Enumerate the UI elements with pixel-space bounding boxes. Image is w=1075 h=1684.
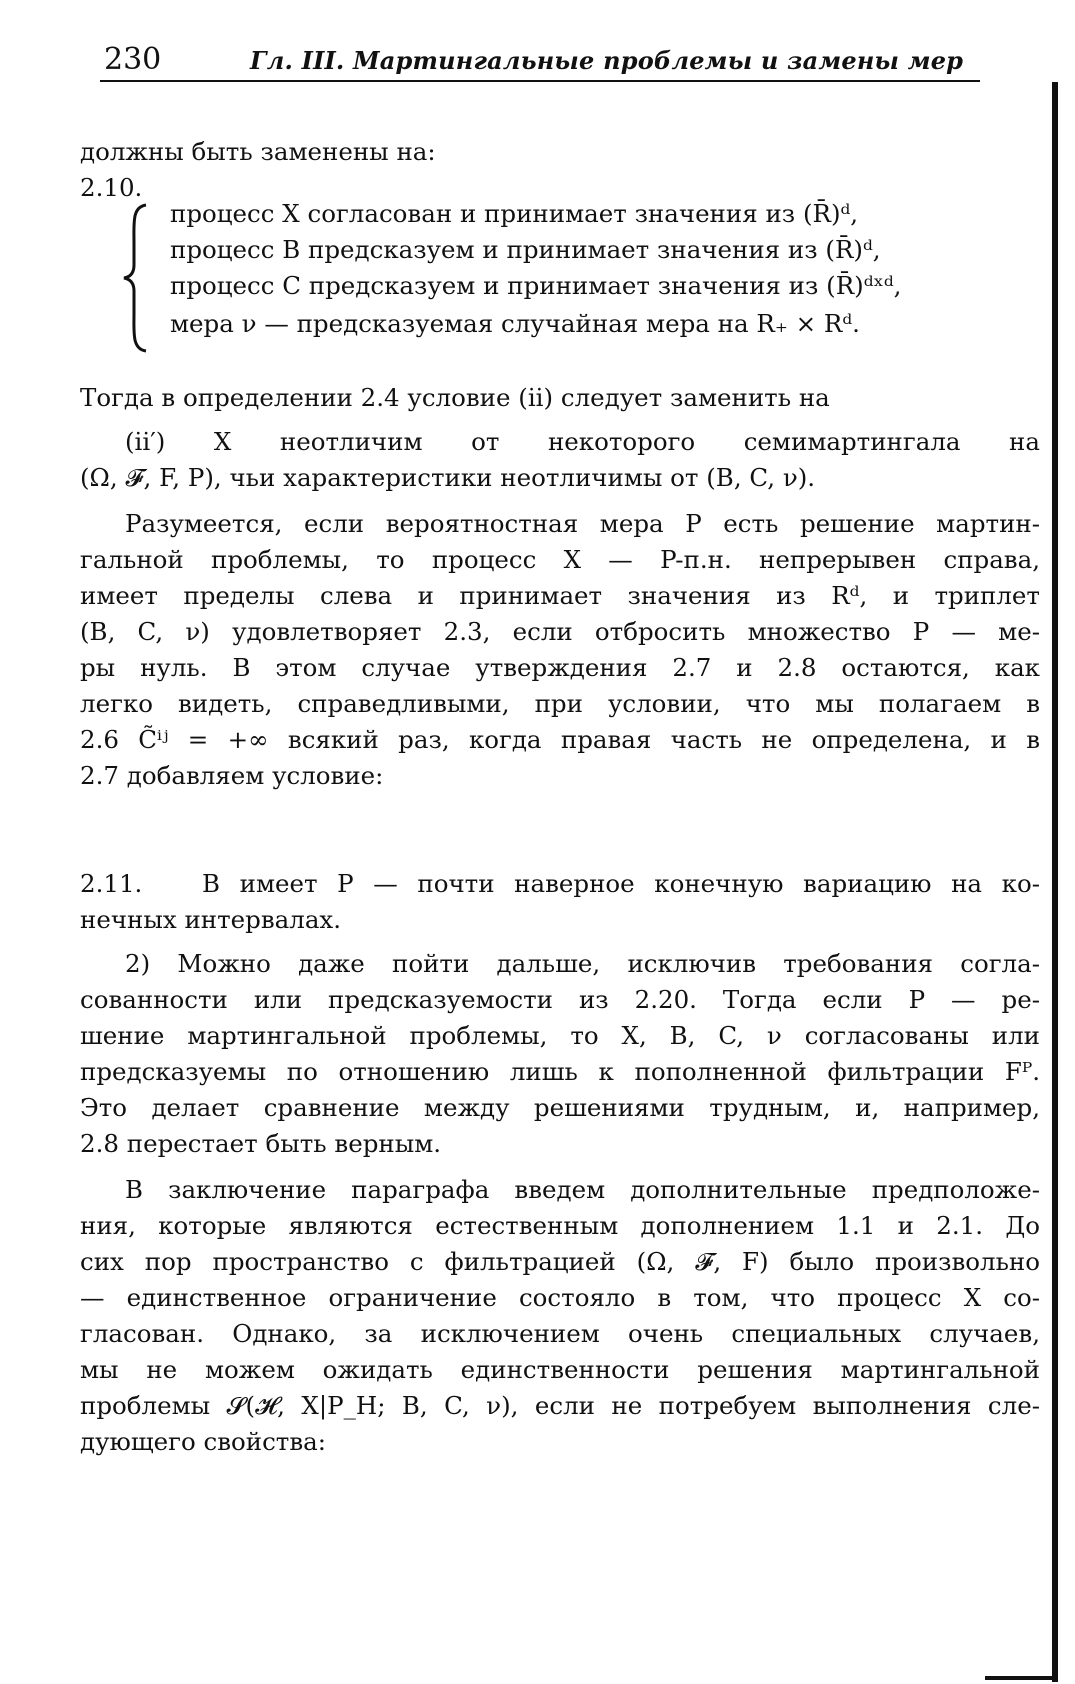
paragraph-line: 2) Можно даже пойти дальше, исключив требования согла- bbox=[125, 949, 1040, 978]
paragraph-line: сих пор пространство с фильтрацией (Ω, 𝓕, F) было произвольно bbox=[80, 1247, 1040, 1276]
page-number: 230 bbox=[104, 42, 162, 77]
paragraph-line: — единственное ограничение состояло в том, что процесс X со- bbox=[80, 1283, 1040, 1312]
item-text: B имеет P — почти наверное конечную вариацию на ко- bbox=[202, 869, 1040, 898]
paragraph-line: мы не можем ожидать единственности решения мартингальной bbox=[80, 1355, 1040, 1384]
paragraph-line: гальной проблемы, то процесс X — P-п.н. непрерывен справа, bbox=[80, 545, 1040, 574]
paragraph-line: ния, которые являются естественным дополнением 1.1 и 2.1. До bbox=[80, 1211, 1040, 1240]
paragraph-line: В заключение параграфа введем дополнительные предположе- bbox=[125, 1175, 1040, 1204]
paragraph-line: Это делает сравнение между решениями трудным, и, например, bbox=[80, 1093, 1040, 1122]
paragraph-line: имеет пределы слева и принимает значения из Rᵈ, и триплет bbox=[80, 581, 1040, 610]
paragraph-line: (B, C, ν) удовлетворяет 2.3, если отбросить множество P — ме- bbox=[80, 617, 1040, 646]
paragraph-line: шение мартингальной проблемы, то X, B, C, ν согласованы или bbox=[80, 1021, 1040, 1050]
system-line: мера ν — предсказуемая случайная мера на R₊ × Rᵈ. bbox=[170, 309, 860, 338]
paragraph-line: гласован. Однако, за исключением очень специальных случаев, bbox=[80, 1319, 1040, 1348]
condition-line: (ii′) X неотличим от некоторого семимартингала на bbox=[125, 427, 1040, 456]
running-title: Гл. III. Мартингальные проблемы и замены мер bbox=[250, 46, 964, 75]
condition-line: (Ω, 𝓕, F, P), чьи характеристики неотличимы от (B, C, ν). bbox=[80, 463, 816, 492]
system-line: процесс C предсказуем и принимает значения из (R̄)ᵈˣᵈ, bbox=[170, 271, 902, 300]
paragraph-line: 2.7 добавляем условие: bbox=[80, 761, 384, 790]
paragraph-line: предсказуемы по отношению лишь к пополненной фильтрации Fᴾ. bbox=[80, 1057, 1040, 1086]
item-label-2-11: 2.11. bbox=[80, 869, 143, 898]
item-label-2-10: 2.10. bbox=[80, 173, 143, 202]
system-line: процесс X согласован и принимает значения из (R̄)ᵈ, bbox=[170, 199, 859, 228]
paragraph-line: дующего свойства: bbox=[80, 1427, 327, 1456]
paragraph-line: 2.8 перестает быть верным. bbox=[80, 1129, 442, 1158]
paragraph-line: ры нуль. В этом случае утверждения 2.7 и 2.8 остаются, как bbox=[80, 653, 1040, 682]
left-brace bbox=[120, 203, 150, 353]
running-header bbox=[100, 40, 980, 82]
paragraph-line: легко видеть, справедливыми, при условии, что мы полагаем в bbox=[80, 689, 1040, 718]
paragraph-line: Разумеется, если вероятностная мера P есть решение мартин- bbox=[125, 509, 1040, 538]
text-line: должны быть заменены на: bbox=[80, 137, 436, 166]
paragraph-line: сованности или предсказуемости из 2.20. Тогда если P — ре- bbox=[80, 985, 1040, 1014]
paragraph-line: 2.6 C̃ⁱʲ = +∞ всякий раз, когда правая часть не определена, и в bbox=[80, 725, 1040, 754]
text-line: Тогда в определении 2.4 условие (ii) следует заменить на bbox=[80, 383, 830, 412]
system-line: процесс B предсказуем и принимает значения из (R̄)ᵈ, bbox=[170, 235, 881, 264]
paragraph-line: проблемы 𝓢(𝓗, X|P_H; B, C, ν), если не потребуем выполнения сле- bbox=[80, 1391, 1040, 1420]
item-text: нечных интервалах. bbox=[80, 905, 342, 934]
page-edge-rule-bottom bbox=[985, 1676, 1057, 1680]
page-edge-rule bbox=[1052, 82, 1058, 1682]
